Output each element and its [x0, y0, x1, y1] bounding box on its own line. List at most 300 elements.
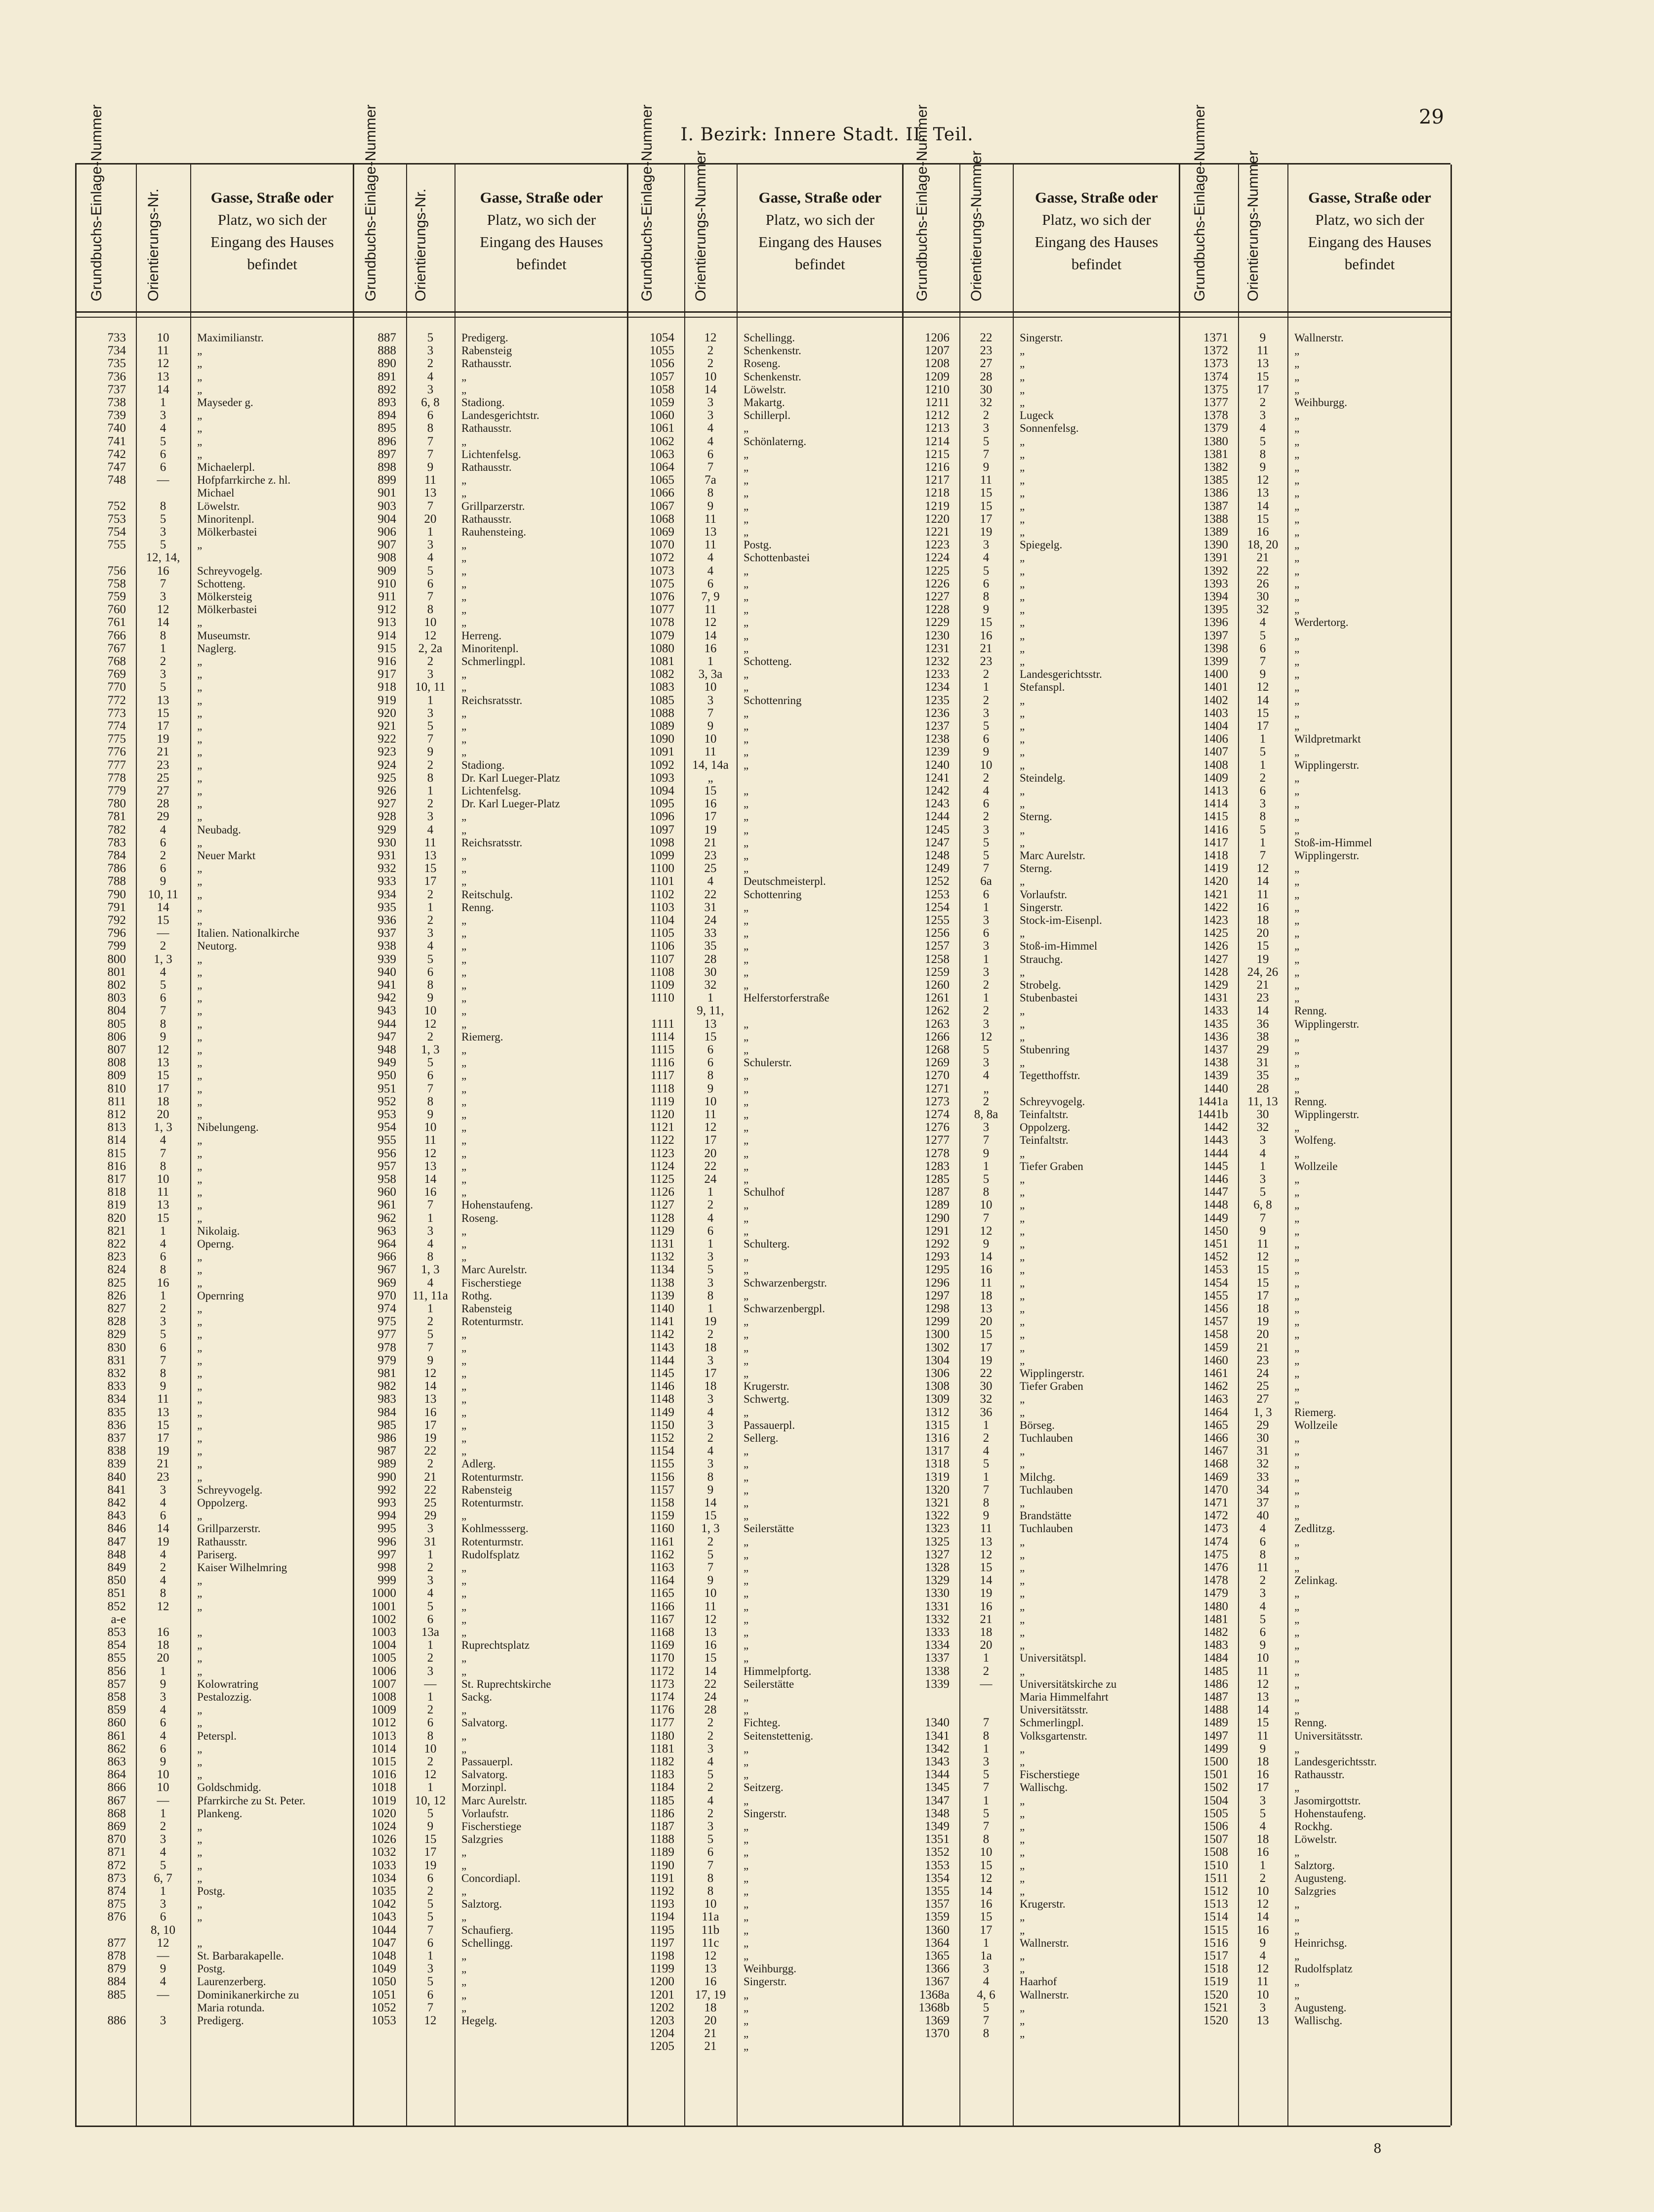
street-name: „	[197, 448, 203, 460]
table-row	[77, 694, 353, 707]
cadastral-number: 1008	[372, 1691, 396, 1704]
orientation-number: 2	[160, 940, 166, 953]
cadastral-number: 937	[377, 927, 396, 940]
cadastral-number: 777	[107, 758, 126, 772]
cadastral-number: 940	[377, 965, 396, 979]
cadastral-number: 1296	[925, 1276, 950, 1290]
street-name: „	[744, 1613, 749, 1626]
table-row	[354, 733, 627, 746]
table-row	[628, 1730, 902, 1743]
cadastral-number: 1359	[925, 1911, 950, 1924]
street-name: „	[744, 1923, 749, 1936]
table-row	[77, 1367, 353, 1380]
table-row	[628, 1716, 902, 1729]
orientation-number: 4	[1259, 616, 1266, 629]
cadastral-number: 855	[107, 1652, 126, 1665]
orientation-number: 18	[704, 2001, 717, 2014]
orientation-number: 3	[983, 965, 990, 979]
table-row	[628, 551, 902, 564]
orientation-number: 12	[1256, 1962, 1269, 1976]
street-name: Sterng.	[1020, 810, 1052, 823]
street-name: „	[744, 758, 749, 771]
cadastral-number: 1198	[650, 1950, 674, 1962]
street-name: Wollzeile	[1294, 1419, 1338, 1431]
table-row	[77, 383, 353, 396]
table-row	[1180, 1691, 1450, 1704]
street-name: „	[197, 771, 203, 784]
cadastral-number: 867	[107, 1794, 126, 1807]
orientation-number: 14	[704, 383, 717, 396]
orientation-number: 8, 8a	[974, 1108, 998, 1121]
orientation-number: 19	[1256, 1315, 1269, 1329]
table-row	[77, 940, 353, 953]
cadastral-number: 1230	[925, 629, 950, 642]
cadastral-number: 914	[377, 629, 396, 642]
orientation-number: 15	[424, 862, 437, 876]
cadastral-number: 1138	[650, 1276, 674, 1290]
street-name: „	[461, 1445, 467, 1458]
orientation-number: 23	[157, 1470, 169, 1484]
table-row	[904, 383, 1179, 396]
table-row	[1180, 371, 1450, 383]
street-name: Pfarrkirche zu St. Peter.	[197, 1794, 306, 1807]
street-name: Stoß-im-Himmel	[1020, 940, 1098, 953]
orientation-number: 12	[1256, 1251, 1269, 1264]
street-name: Kohlmessserg.	[461, 1522, 529, 1535]
orientation-number: 1	[983, 1470, 990, 1484]
table-row	[1180, 1743, 1450, 1755]
cadastral-number: 1258	[925, 953, 950, 966]
orientation-number: 33	[704, 927, 717, 940]
street-name: „	[1294, 940, 1300, 953]
orientation-number: 1	[427, 1950, 434, 1962]
street-name: „	[744, 1885, 749, 1897]
street-name: Tegetthoffstr.	[1020, 1069, 1080, 1082]
street-name: „	[461, 1509, 467, 1522]
street-name: „	[744, 603, 749, 616]
table-row	[904, 1509, 1179, 1522]
street-name: „	[197, 953, 203, 965]
table-row	[904, 1031, 1179, 1043]
orientation-number: 9	[160, 1380, 166, 1393]
cadastral-number: 779	[107, 785, 126, 797]
street-name: Michael	[197, 487, 235, 500]
street-name: „	[1020, 1820, 1025, 1833]
table-row	[354, 1134, 627, 1147]
orientation-number: 4	[707, 1406, 714, 1419]
table-row	[904, 1095, 1179, 1108]
table-row	[904, 966, 1179, 979]
orientation-number: 23	[980, 655, 992, 668]
cadastral-number: 1061	[650, 422, 674, 435]
orientation-number: 28	[704, 953, 717, 966]
cadastral-number: 1441a	[1198, 1095, 1228, 1108]
table-row	[628, 2027, 902, 2040]
street-name: Zelinkag.	[1294, 1574, 1338, 1587]
table-row	[354, 1302, 627, 1315]
table-row	[77, 603, 353, 616]
table-row	[1180, 1962, 1450, 1975]
street-name: „	[1020, 1004, 1025, 1017]
table-row	[1180, 940, 1450, 953]
street-name: „	[744, 1988, 749, 2001]
street-name: Neuer Markt	[197, 849, 256, 862]
street-name: Krugerstr.	[744, 1380, 789, 1393]
orientation-number: 8	[707, 487, 714, 500]
orientation-number: 22	[704, 888, 717, 901]
orientation-number: 5	[160, 681, 166, 694]
table-row	[77, 1795, 353, 1807]
orientation-number: —	[157, 1988, 169, 2002]
cadastral-number: 754	[107, 526, 126, 539]
street-name: Schwertg.	[744, 1393, 789, 1406]
table-row	[1180, 1069, 1450, 1082]
table-row	[77, 1056, 353, 1069]
orientation-number: 16	[1256, 1923, 1269, 1937]
orientation-number: 14	[157, 616, 169, 629]
street-name: „	[1020, 1199, 1025, 1211]
street-name: „	[1294, 1652, 1300, 1665]
orientation-number: 10	[980, 1199, 992, 1212]
cadastral-number: 1139	[650, 1289, 674, 1302]
street-name: „	[197, 992, 203, 1004]
cadastral-number: 1392	[1203, 564, 1228, 578]
orientation-number: 16	[1256, 901, 1269, 914]
street-name: Neutorg.	[197, 940, 237, 953]
orientation-number: 5	[983, 435, 990, 448]
street-name: „	[1294, 1224, 1300, 1237]
table-row	[77, 759, 353, 772]
street-name: „	[744, 1017, 749, 1030]
table-row	[628, 668, 902, 681]
cadastral-number: 993	[377, 1497, 396, 1509]
orientation-number: 14	[980, 1885, 992, 1898]
header-cadastral-number: Grundbuchs-Einlage-Nummer	[362, 104, 379, 301]
street-name: „	[197, 1872, 203, 1884]
orientation-number: 17	[1256, 1781, 1269, 1795]
cadastral-number: 1225	[925, 564, 950, 578]
table-row	[77, 772, 353, 785]
orientation-number: 4	[427, 1587, 434, 1600]
orientation-number: 1	[983, 1160, 990, 1173]
header-street-line: Eingang des Hauses	[480, 233, 603, 250]
orientation-number: 3	[983, 1056, 990, 1070]
table-row	[77, 1458, 353, 1470]
street-name: „	[197, 1043, 203, 1056]
street-name: „	[461, 681, 467, 694]
orientation-number: 3	[983, 914, 990, 927]
table-row	[904, 474, 1179, 487]
orientation-number: 20	[980, 1639, 992, 1652]
table-row	[628, 1522, 902, 1535]
table-row	[628, 1484, 902, 1497]
street-name: „	[1020, 1328, 1025, 1341]
street-name: „	[461, 1587, 467, 1600]
street-name: Plankeng.	[197, 1807, 243, 1820]
street-name: „	[197, 1173, 203, 1185]
table-row	[628, 940, 902, 953]
street-name: „	[1294, 720, 1300, 732]
street-name: „	[197, 1186, 203, 1199]
orientation-number: 9	[427, 992, 434, 1005]
street-name: Augusteng.	[1294, 1872, 1347, 1884]
cadastral-number: 1429	[1203, 979, 1228, 992]
cadastral-number: 1352	[925, 1846, 950, 1859]
cadastral-number: 1000	[372, 1587, 396, 1600]
cadastral-number: 1242	[925, 785, 950, 797]
orientation-number: 8	[707, 1885, 714, 1898]
header-street-line: befindet	[516, 255, 567, 273]
street-name: „	[1020, 1017, 1025, 1030]
orientation-number: 5	[1259, 746, 1266, 759]
table-row	[77, 1406, 353, 1419]
cadastral-number: 1104	[650, 914, 674, 927]
orientation-number: 7	[427, 1923, 434, 1937]
cadastral-number: 936	[377, 914, 396, 927]
table-row	[904, 785, 1179, 797]
table-row	[1180, 1341, 1450, 1354]
cadastral-number: 1119	[650, 1095, 674, 1108]
section-1	[77, 104, 354, 2126]
orientation-number: 3	[427, 539, 434, 552]
orientation-number: 1	[1259, 758, 1266, 772]
street-name: Salvatorg.	[461, 1716, 508, 1729]
cadastral-number: 1419	[1203, 862, 1228, 876]
cadastral-number: 1322	[925, 1509, 950, 1523]
orientation-number: 6	[160, 862, 166, 876]
table-row	[904, 1199, 1179, 1211]
street-name: „	[461, 914, 467, 926]
street-name: Universitätskirche zu	[1020, 1677, 1117, 1690]
table-row	[1180, 1108, 1450, 1121]
orientation-number: 22	[704, 1160, 717, 1173]
orientation-number: 6, 8	[421, 396, 440, 409]
table-row	[628, 1108, 902, 1121]
street-name: „	[1294, 1147, 1300, 1160]
orientation-number: 19	[980, 1354, 992, 1367]
table-row	[628, 1043, 902, 1056]
street-name: Schreyvogelg.	[197, 564, 263, 577]
table-row	[628, 1911, 902, 1923]
table-row	[904, 357, 1179, 370]
street-name: „	[1294, 1186, 1300, 1199]
cadastral-number: 893	[377, 396, 396, 409]
street-name: „	[461, 1095, 467, 1108]
street-name: Wallnerstr.	[1294, 332, 1344, 344]
cadastral-number: 1199	[650, 1962, 674, 1976]
orientation-number: 16	[1256, 1768, 1269, 1782]
street-name: Börseg.	[1020, 1419, 1055, 1431]
street-name: „	[1020, 733, 1025, 746]
table-row	[354, 849, 627, 862]
table-row	[1180, 332, 1450, 344]
table-row	[904, 862, 1179, 875]
cadastral-number: 1047	[372, 1936, 396, 1950]
cadastral-number: 1020	[372, 1807, 396, 1820]
orientation-number: 16	[157, 564, 169, 578]
orientation-number: 11a	[702, 1911, 719, 1924]
table-row	[1180, 2014, 1450, 2027]
cadastral-number: 1146	[650, 1380, 674, 1393]
cadastral-number: 1050	[372, 1975, 396, 1989]
orientation-number: 1	[427, 1302, 434, 1315]
orientation-number: 18	[980, 1289, 992, 1302]
table-row	[1180, 1600, 1450, 1613]
cadastral-number: 790	[107, 888, 126, 901]
table-row	[1180, 551, 1450, 564]
table-row	[1180, 1522, 1450, 1535]
table-row	[628, 1432, 902, 1445]
cadastral-number: 874	[107, 1885, 126, 1898]
table-row	[354, 1898, 627, 1911]
orientation-number: 12	[1256, 681, 1269, 694]
cadastral-number: 1239	[925, 746, 950, 759]
street-name: „	[197, 1419, 203, 1431]
cadastral-number: 1194	[650, 1911, 674, 1924]
street-name: „	[197, 733, 203, 746]
table-row	[1180, 1587, 1450, 1600]
table-row	[77, 1004, 353, 1017]
table-row	[77, 1911, 353, 1923]
cadastral-number: 1380	[1203, 435, 1228, 448]
street-name: Sellerg.	[744, 1432, 779, 1444]
orientation-number: 1	[983, 953, 990, 966]
orientation-number: 15	[704, 1030, 717, 1043]
table-row	[904, 461, 1179, 474]
table-row	[904, 1820, 1179, 1833]
table-row	[354, 1484, 627, 1497]
street-name: „	[1020, 1872, 1025, 1884]
orientation-number: 4	[160, 1497, 166, 1509]
cadastral-number: 1158	[650, 1497, 674, 1509]
street-name: „	[1020, 1341, 1025, 1354]
cadastral-number: 1347	[925, 1794, 950, 1807]
section-2	[354, 104, 628, 2126]
street-name: „	[461, 539, 467, 551]
street-name: „	[1020, 1354, 1025, 1367]
street-name: „	[197, 539, 203, 551]
street-name: Marc Aurelstr.	[1020, 849, 1085, 862]
street-name: „	[1020, 785, 1025, 797]
cadastral-number: 851	[107, 1587, 126, 1600]
street-name: „	[461, 979, 467, 991]
table-row	[354, 1716, 627, 1729]
table-row	[904, 1924, 1179, 1937]
cadastral-number: 1205	[650, 2040, 674, 2053]
orientation-number: 12	[424, 1147, 437, 1160]
orientation-number: 4	[983, 1445, 990, 1458]
orientation-number: 14	[1256, 694, 1269, 707]
cadastral-number: 1200	[650, 1975, 674, 1989]
street-name: „	[744, 1535, 749, 1548]
table-row	[77, 1095, 353, 1108]
orientation-number: 3	[427, 927, 434, 940]
table-row	[77, 1522, 353, 1535]
orientation-number: 2	[160, 655, 166, 668]
street-name: „	[744, 1548, 749, 1561]
street-name: „	[1294, 1380, 1300, 1393]
cadastral-number: 954	[377, 1121, 396, 1134]
street-name: „	[1294, 979, 1300, 991]
table-row	[628, 1160, 902, 1173]
header-street-line: befindet	[247, 255, 297, 273]
orientation-number: „	[707, 771, 713, 785]
header-cadastral-number: Grundbuchs-Einlage-Nummer	[1191, 104, 1208, 301]
street-name: „	[461, 1729, 467, 1742]
street-name: „	[1294, 1923, 1300, 1936]
orientation-number: 9	[160, 875, 166, 888]
cadastral-number: 1155	[650, 1458, 674, 1471]
orientation-number: 1a	[980, 1950, 992, 1962]
street-name: Fischerstiege	[461, 1820, 522, 1833]
cadastral-number: 896	[377, 435, 396, 448]
table-row	[904, 1755, 1179, 1768]
cadastral-number: 781	[107, 810, 126, 824]
table-row	[628, 1380, 902, 1393]
orientation-number: 22	[1256, 564, 1269, 578]
table-row	[628, 694, 902, 707]
street-name: „	[197, 1393, 203, 1406]
table-row	[628, 1574, 902, 1587]
street-name: „	[1294, 487, 1300, 500]
orientation-number: 1	[1259, 836, 1266, 849]
cadastral-number: 1162	[650, 1548, 674, 1561]
orientation-number: 2	[707, 1432, 714, 1445]
street-name: „	[1020, 927, 1025, 940]
orientation-number: 6	[427, 577, 434, 590]
cadastral-number: 1308	[925, 1380, 950, 1393]
orientation-number: 1	[427, 901, 434, 914]
cadastral-number: 1387	[1203, 500, 1228, 513]
cadastral-number: 1213	[925, 422, 950, 435]
orientation-number: 11	[1256, 1665, 1269, 1678]
street-name: „	[197, 1082, 203, 1095]
street-name: „	[461, 1419, 467, 1431]
cadastral-number: 1328	[925, 1561, 950, 1574]
table-row	[77, 1083, 353, 1095]
cadastral-number: 1123	[650, 1147, 674, 1160]
orientation-number: 6	[1259, 1626, 1266, 1639]
cadastral-number: 1437	[1203, 1043, 1228, 1056]
cadastral-number: 953	[377, 1108, 396, 1121]
table-row	[354, 409, 627, 422]
table-row	[354, 1768, 627, 1781]
table-row	[904, 1522, 1179, 1535]
table-row	[904, 694, 1179, 707]
table-row	[1180, 914, 1450, 927]
table-row	[628, 888, 902, 901]
table-row	[1180, 1471, 1450, 1484]
street-name: Rathausstr.	[461, 512, 512, 525]
street-name: Hegelg.	[461, 2014, 497, 2027]
street-name: „	[744, 500, 749, 512]
cadastral-number: 1090	[650, 733, 674, 746]
orientation-number: 6	[707, 1056, 714, 1070]
cadastral-number: 1319	[925, 1470, 950, 1484]
table-row	[354, 1147, 627, 1160]
table-row	[904, 1768, 1179, 1781]
table-row	[904, 487, 1179, 500]
orientation-number: 17	[1256, 1289, 1269, 1302]
table-row	[77, 1043, 353, 1056]
street-name: „	[461, 590, 467, 603]
table-row	[77, 888, 353, 901]
orientation-number: 1, 3	[421, 1043, 440, 1056]
table-row	[1180, 1043, 1450, 1056]
orientation-number: 17, 19	[695, 1988, 726, 2002]
table-row	[628, 1212, 902, 1225]
street-name: „	[744, 1121, 749, 1134]
